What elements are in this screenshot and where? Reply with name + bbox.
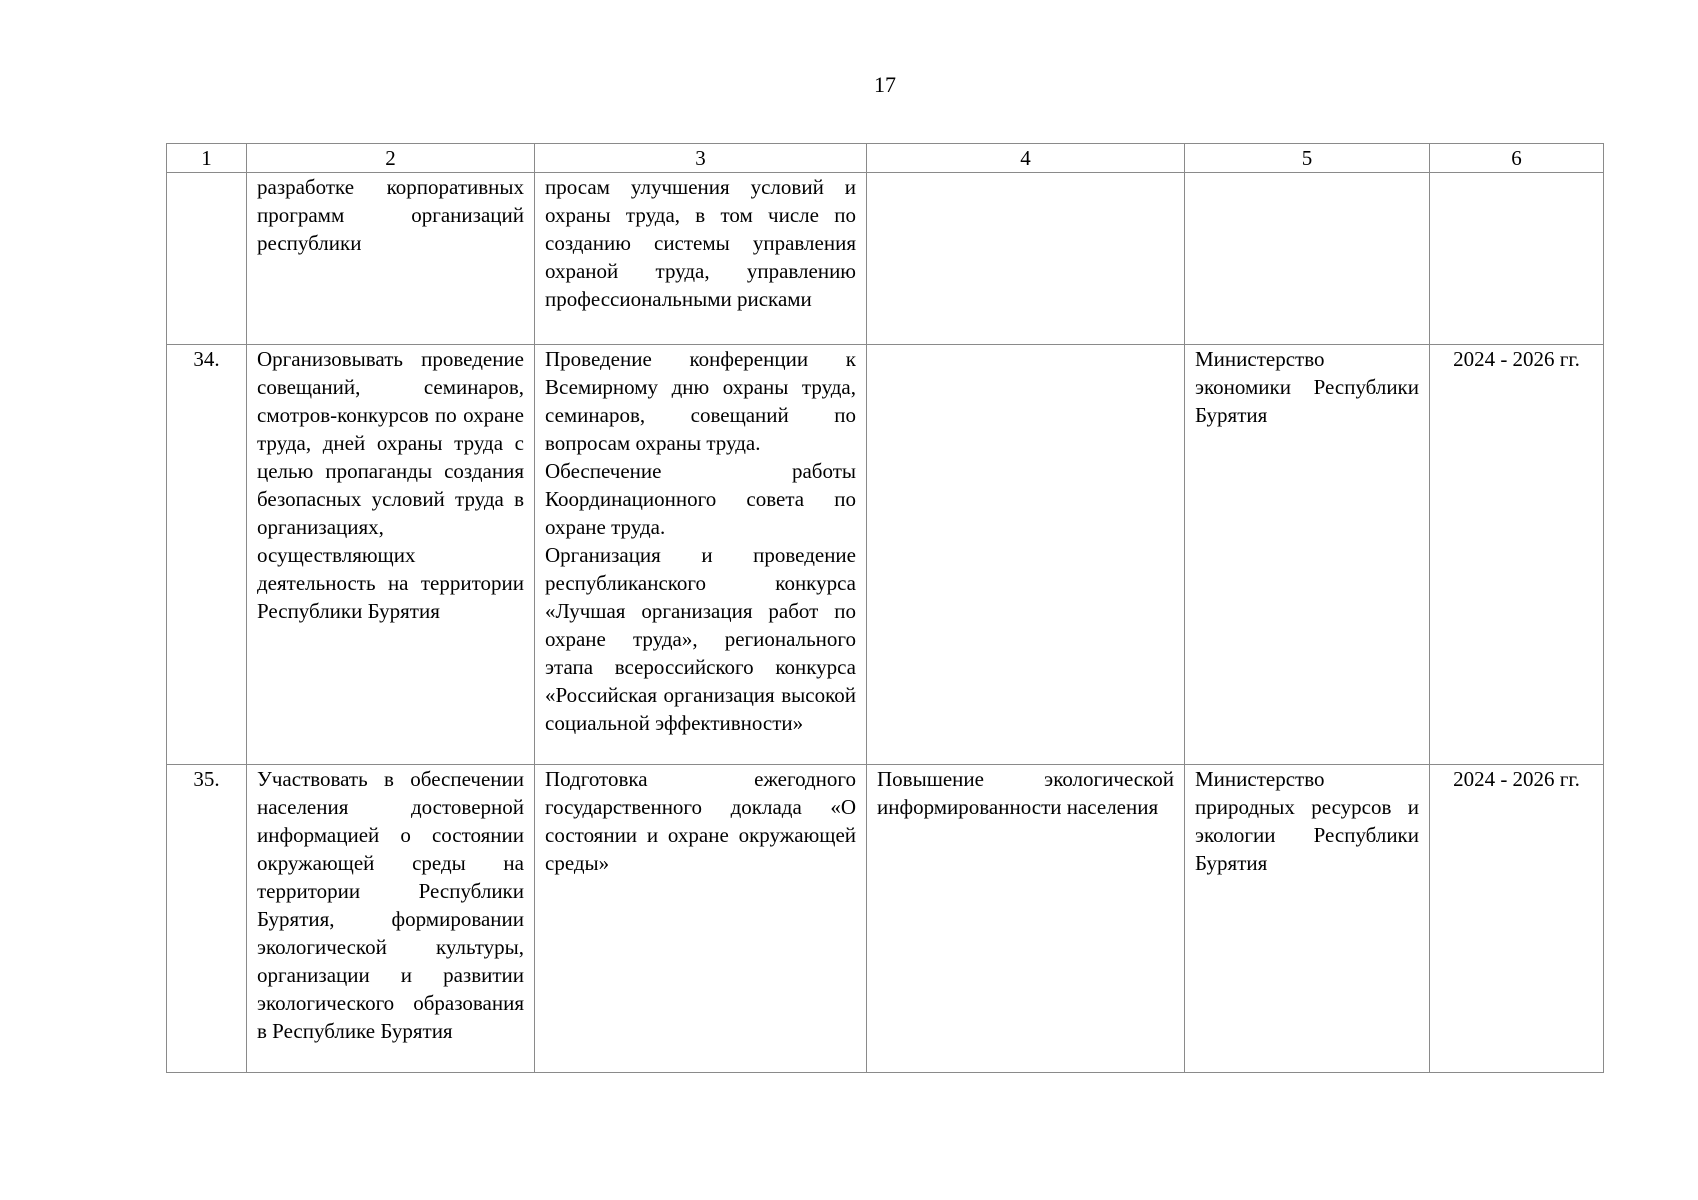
page-number: 17 <box>874 72 896 97</box>
period-cell: 2024 - 2026 гг. <box>1430 765 1604 1073</box>
period-cell <box>1430 173 1604 345</box>
result-cell: Повышение экологической информированности населения <box>867 765 1185 1073</box>
content-paragraph: Проведение конференции к Всемирному дню охраны труда, семинаров, совещаний по вопросам охраны труда. <box>545 347 856 455</box>
content-cell <box>535 173 867 345</box>
column-header-2: 2 <box>247 144 535 173</box>
executor-cell <box>1185 173 1430 345</box>
measure-cell: разработке корпоративных программ организаций республики <box>247 173 535 345</box>
table-row <box>167 345 1604 765</box>
content-paragraph: просам улучшения условий и охраны труда, в том числе по созданию системы управления охраной труда, управлению профессиональными рисками <box>545 175 856 311</box>
row-number: 35. <box>167 765 247 1073</box>
row-number <box>167 173 247 345</box>
column-header-6: 6 <box>1430 144 1604 173</box>
measure-cell: Организовывать проведение совещаний, семинаров, смотров-конкурсов по охране труда, дней охраны труда с целью пропаганды создания безопасных условий труда в организациях, осуществляющих деятельность на территории Республики Бурятия <box>247 345 535 765</box>
content-cell <box>535 765 867 1073</box>
result-cell <box>867 173 1185 345</box>
row-number: 34. <box>167 345 247 765</box>
table-row <box>167 173 1604 345</box>
column-header-4: 4 <box>867 144 1185 173</box>
measures-table <box>166 143 1604 1073</box>
table-header-row <box>167 144 1604 173</box>
executor-cell: Министерство экономики Республики Бурятия <box>1185 345 1430 765</box>
content-paragraph: Подготовка ежегодного государственного доклада «О состоянии и охране окружающей среды» <box>545 767 856 875</box>
column-header-3: 3 <box>535 144 867 173</box>
content-paragraph: Обеспечение работы Координационного совета по охране труда. <box>545 459 856 539</box>
measure-cell: Участвовать в обеспечении населения достоверной информацией о состоянии окружающей среды на территории Республики Бурятия, формировании экологической культуры, организации и развитии экологического образования в Республике Бурятия <box>247 765 535 1073</box>
content-cell <box>535 345 867 765</box>
table-row <box>167 765 1604 1073</box>
content-paragraph: Организация и проведение республиканского конкурса «Лучшая организация работ по охране труда», регионального этапа всероссийского конкурса «Российская организация высокой социальной эффективности» <box>545 543 856 735</box>
result-cell <box>867 345 1185 765</box>
period-cell: 2024 - 2026 гг. <box>1430 345 1604 765</box>
executor-cell: Министерство природных ресурсов и экологии Республики Бурятия <box>1185 765 1430 1073</box>
column-header-1: 1 <box>167 144 247 173</box>
column-header-5: 5 <box>1185 144 1430 173</box>
